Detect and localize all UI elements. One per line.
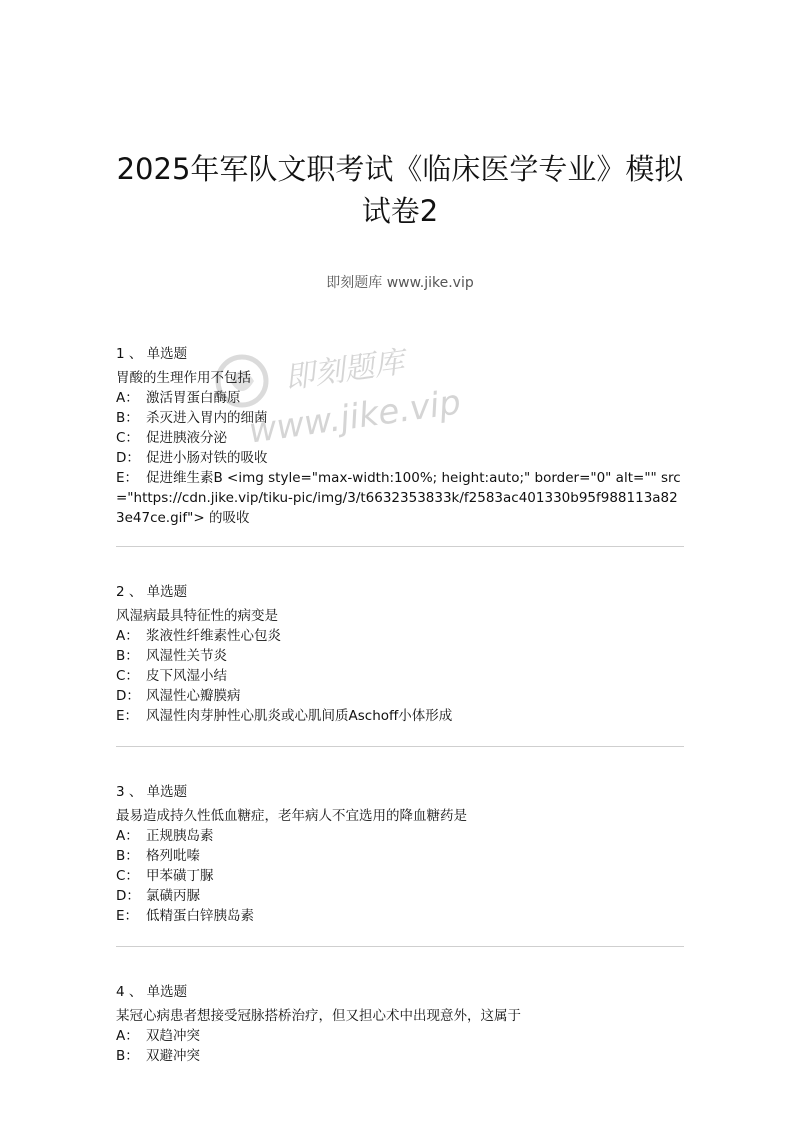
option-a xyxy=(116,1026,686,1046)
watermark-text-1: 即刻题库 xyxy=(282,344,407,397)
source-label: 即刻题库 www.jike.vip xyxy=(326,275,474,291)
option-a xyxy=(116,388,686,408)
option-c xyxy=(116,866,686,886)
option-text: 促进胰液分泌 xyxy=(146,430,227,446)
option-text: 双趋冲突 xyxy=(146,1028,200,1044)
option-letter: A： xyxy=(116,828,139,844)
question-2 xyxy=(116,582,686,726)
option-text: 风湿性肉芽肿性心肌炎或心肌间质Aschoff小体形成 xyxy=(146,708,453,724)
option-text: 氯磺丙脲 xyxy=(146,888,200,904)
option-a xyxy=(116,626,686,646)
question-1 xyxy=(116,344,686,528)
option-b xyxy=(116,1046,686,1066)
option-letter: A： xyxy=(116,390,139,406)
option-text: 促进小肠对铁的吸收 xyxy=(146,450,268,466)
option-text: 格列吡嗪 xyxy=(146,848,200,864)
option-e xyxy=(116,906,686,926)
divider xyxy=(116,546,684,547)
option-text: 正规胰岛素 xyxy=(146,828,214,844)
watermark-text-2: www.jike.vip xyxy=(246,382,464,452)
option-text: 双避冲突 xyxy=(146,1048,200,1064)
option-b xyxy=(116,646,686,666)
question-4 xyxy=(116,982,686,1066)
option-letter: E： xyxy=(116,908,139,924)
question-stem: 胃酸的生理作用不包括 xyxy=(116,370,251,386)
option-text: 甲苯磺丁脲 xyxy=(146,868,214,884)
question-stem: 某冠心病患者想接受冠脉搭桥治疗，但又担心术中出现意外，这属于 xyxy=(116,1008,521,1024)
option-text: 低精蛋白锌胰岛素 xyxy=(146,908,254,924)
option-a xyxy=(116,826,686,846)
option-letter: A： xyxy=(116,628,139,644)
option-text: 杀灭进入胃内的细菌 xyxy=(146,410,268,426)
question-header: 3 、 单选题 xyxy=(116,784,188,800)
option-d xyxy=(116,448,686,468)
option-text: 风湿性关节炎 xyxy=(146,648,227,664)
option-e xyxy=(116,706,686,726)
option-letter: E： xyxy=(116,708,139,724)
option-letter: D： xyxy=(116,688,140,704)
option-letter: A： xyxy=(116,1028,139,1044)
option-b xyxy=(116,846,686,866)
option-letter: B： xyxy=(116,648,139,664)
option-c xyxy=(116,428,686,448)
option-c xyxy=(116,666,686,686)
option-d xyxy=(116,686,686,706)
divider xyxy=(116,946,684,947)
option-letter: D： xyxy=(116,450,140,466)
title-line-2: 试卷2 xyxy=(361,194,439,228)
option-letter: C： xyxy=(116,668,139,684)
option-e xyxy=(116,468,686,528)
question-3 xyxy=(116,782,686,926)
option-text: 风湿性心瓣膜病 xyxy=(146,688,241,704)
title-line-1: 2025年军队文职考试《临床医学专业》模拟 xyxy=(116,152,684,186)
question-header: 1 、 单选题 xyxy=(116,346,188,362)
option-letter: C： xyxy=(116,868,139,884)
option-letter: D： xyxy=(116,888,140,904)
option-text: 激活胃蛋白酶原 xyxy=(146,390,241,406)
option-text: 皮下风湿小结 xyxy=(146,668,227,684)
question-header: 2 、 单选题 xyxy=(116,584,188,600)
option-d xyxy=(116,886,686,906)
option-letter: C： xyxy=(116,430,139,446)
option-letter: E： xyxy=(116,470,139,486)
document-title xyxy=(100,148,700,232)
option-letter: B： xyxy=(116,410,139,426)
option-letter: B： xyxy=(116,1048,139,1064)
question-header: 4 、 单选题 xyxy=(116,984,188,1000)
question-stem: 风湿病最具特征性的病变是 xyxy=(116,608,278,624)
option-text: 浆液性纤维素性心包炎 xyxy=(146,628,281,644)
question-stem: 最易造成持久性低血糖症，老年病人不宜选用的降血糖药是 xyxy=(116,808,467,824)
option-text: 促进维生素B <img style="max-width:100%; height:auto;" border="0" alt="" src="https://cdn.jike.vip/tiku-pic/img/3/t6632353833k/f2583ac401330b95f988113a823e47ce.gif"> 的吸收 xyxy=(116,470,681,526)
divider xyxy=(116,746,684,747)
option-letter: B： xyxy=(116,848,139,864)
option-b xyxy=(116,408,686,428)
